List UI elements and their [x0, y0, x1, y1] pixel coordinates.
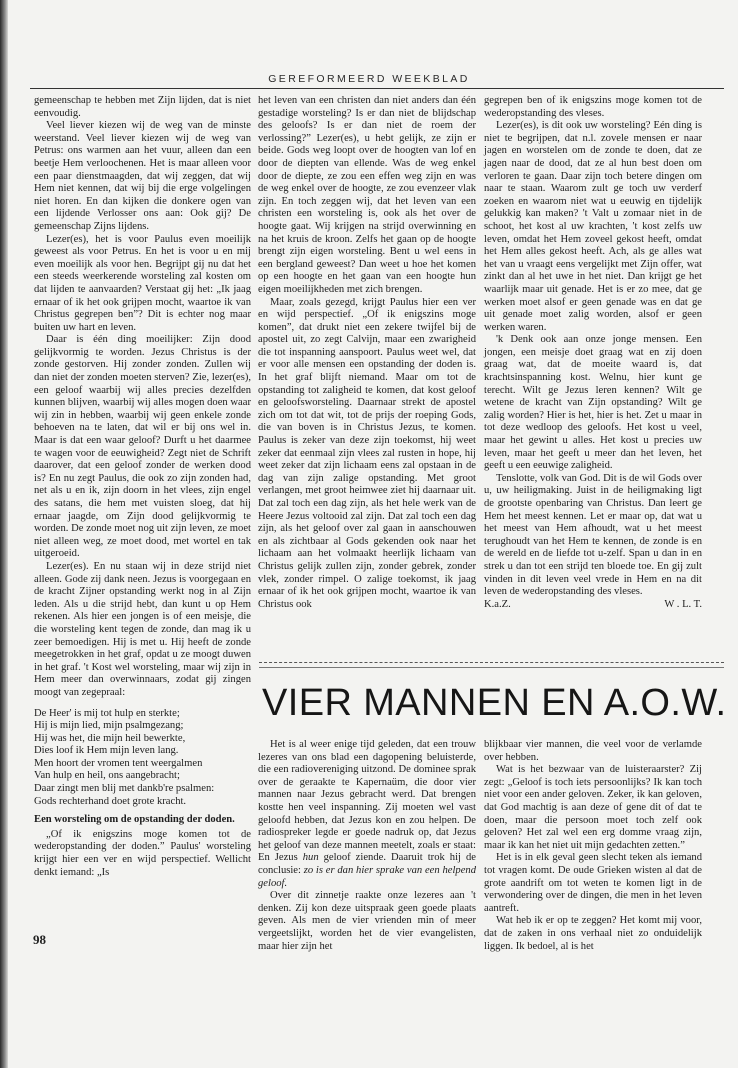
verse-line: De Heer' is mij tot hulp en sterkte;	[34, 707, 180, 719]
binding-edge-shadow	[0, 0, 8, 1068]
paragraph: Lezer(es), het is voor Paulus even moeilijk geweest als voor Petrus. En het is voor u en mij even moeilijk als voor hen. Begrijpt gij nu dat het een steeds weerkerende worsteling zal kosten om dat lijden te aanvaarden? Verstaat gij het: „Ik jaag ernaar of ik het ook grijpen mocht, waartoe ik van Christus gegrepen ben”? Dit is echter nog maar buiten uw hart en leven.	[34, 233, 251, 333]
verse-line: Hij was het, die mijn heil bewerkte,	[34, 732, 186, 744]
verse-line: Gods rechterhand doet grote kracht.	[34, 795, 187, 807]
paragraph: Over dit zinnetje raakte onze lezeres aan 't denken. Zij kon deze uitspraak geen goede plaats geven. Als men de vier vrienden min of meer vergeetslijkt, worden het de vier evangelisten, maar hier zijn het	[258, 890, 476, 952]
paragraph: Het is in elk geval geen slecht teken als iemand tot vragen komt. De oude Grieken wisten al dat de grote aandrift om tot weten te komen ligt in de verwondering over de dingen, die men in het leven aantreft.	[484, 852, 702, 914]
verse-line: Men hoort der vromen tent weergalmen	[34, 757, 203, 769]
verse-line: Van hulp en heil, ons aangebracht;	[34, 770, 180, 782]
article2-column-2	[484, 739, 702, 952]
paragraph: Lezer(es). En nu staan wij in deze strijd niet alleen. Gode zij dank neen. Jezus is voorgegaan en de kracht Zijner opstanding werkt nog in al Zijn leden. Als u die strijd hebt, dan kunt u op Hem rekenen. Als hier een jongen is of een meisje, die die worsteling kent tegen de zonde, dan mag ik u zeer bemoedigen. Hij is met u. Hij heeft de zonde meegetrokken in het graf, opdat u ze moogt duwen in het graf. 't Kost wel worsteling, maar wij zijn in Hem meer dan overwinnaars, zodat gij zingen moogt van zegepraal:	[34, 560, 251, 698]
paragraph: gemeenschap te hebben met Zijn lijden, dat is niet eenvoudig.	[34, 95, 251, 119]
paragraph: Wat heb ik er op te zeggen? Het komt mij voor, dat de zaken in ons verhaal niet zo onduidelijk liggen. Ik bedoel, al is het	[484, 915, 702, 952]
article-divider	[259, 662, 724, 668]
verse-line: Dies loof ik Hem mijn leven lang.	[34, 745, 179, 757]
paragraph: 'k Denk ook aan onze jonge mensen. Een jongen, een meisje doet graag wat en zij doen graag wat, dat de moeite waard is, dat krachtsinspanning kost. Welnu, hier kunt ge terecht. Wilt ge Jezus leren kennen? Wilt ge wetene de kracht van Zijn opstanding? Wilt ge zalig worden? Hier is het, hier is het. Zet u maar in tot deze wedloop des geloofs. Het kost u veel, maar het gewint u alles. Het kost u precies uw leven, maar het geeft u meer dan het leven, het geeft u een eeuwige zaligheid.	[484, 334, 702, 472]
paragraph: Maar, zoals gezegd, krijgt Paulus hier een ver en wijd perspectief. „Of ik enigszins moge komen”, dat drukt niet een zekere twijfel bij de apostel uit, zo zegt Calvijn, maar een zwarigheid die tot inspanning aanspoort. Paulus weet wel, dat er voor alle mensen een opstanding der doden is. In het graf blijft niemand. Maar om tot de opstanding tot zaligheid te komen, dat kost geloof en geloofsworsteling. Daarnaar strekt de apostel zich om tot dat wit, tot de prijs der roeping Gods, die van boven is in Christus Jezus, te komen. Paulus is zeker van deze zijn toekomst, hij weet zeker dat eenmaal zijn vlees zal rusten in hope, hij weet zeker dat zijn lichaam eens zal opstaan in de dag van zijn zalige opstanding. Met groot verlangen, met groot heimwee ziet hij daarnaar uit. Dat zal toch een dag zijn, als het hele werk van de Heere Jezus voltooid zal zijn. Dat zal toch een dag zijn, als het geloof over zal gaan in aanschouwen en als zichtbaar al Gods gekenden ook naar het lichaam aan het volmaakt heerlijk lichaam van Christus gelijk zullen zijn, zonder gebrek, zonder vlek, zonder rimpel. O zalige toekomst, ik jaag ernaar of ik het ook grijpen mocht, waartoe ik van Christus ook	[258, 296, 476, 610]
paragraph	[258, 739, 476, 890]
section-heading: Een worsteling om de opstanding der doden.	[34, 814, 235, 826]
signature-left: K.a.Z.	[484, 598, 511, 610]
verse-line: Hij is mijn lied, mijn psalmgezang;	[34, 720, 184, 732]
paragraph: het leven van een christen dan niet anders dan één gestadige worsteling? Is er dan niet de blijdschap des geloofs? Is er dan niet de roem der verlossing?” Lezer(es), u hebt gelijk, ze zijn er beide. Gods weg loopt over de hoogten van lof en door de diepten van ellende. Was de weg enkel door de diepte, ze zou een effen weg zijn en was de weg enkel over de hoogte, ze zou evenzeer vlak zijn. En toch zeggen wij, dat het leven van een christen een worsteling is, ook als het over de hoogte gaat. Wij krijgen na strijd overwinning en na het kruis de kroon. Zelfs het gaan op de hoogte brengt zijn eigen worsteling. Bent u wel eens in een bergland geweest? Dan weet u hoe het komen op een hoogte en het gaan van een hoogte hun eigen moeilijkheden met zich brengen.	[258, 95, 476, 295]
paragraph: „Of ik enigszins moge komen tot de wederopstanding der doden.” Paulus' worsteling krijgt hier een ver en wijd perspectief. Wellicht denkt iemand: „Is	[34, 828, 251, 878]
paragraph: blijkbaar vier mannen, die veel voor de verlamde over hebben.	[484, 739, 702, 763]
paragraph: Tenslotte, volk van God. Dit is de wil Gods over u, uw heiligmaking. Juist in de heiligmaking ligt de grootste openbaring van Christus. Dan leert ge Hem het meest kennen. Let er maar op, dat wat u het meest van Hem afhoudt, wat u het meest terughoudt van het Hem te kennen, de zonde is en de wereld en de liefde tot u-zelf. Span u dan in en strek u dan tot een strijd ten bloede toe. En gij zult vinden in dit leven veel vrede in Hem en na dit leven de wederopstanding des vleses.	[484, 472, 702, 598]
text-run: Het is al weer enige tijd geleden, dat een trouw lezeres van ons blad een dagopening beluisterde, die een radiovereniging uitzond. De dominee sprak over de geraakte te Kapernaüm, die door vier mannen naar Jezus gebracht werd. Dat brengen kostte hen veel inspanning. Zij moeten wel vast geloofd hebben, dat Jezus kon en zou helpen. De radiospreker legde er goede nadruk op, dat Jezus het geloof van deze mannen meetelt, zoals er staat: En Jezus	[258, 739, 476, 864]
running-head: GEREFORMEERD WEEKBLAD	[268, 73, 470, 85]
column-1	[34, 95, 251, 933]
article-title: VIER MANNEN EN A.O.W.	[262, 682, 727, 724]
emphasis: zo is er dan hier sprake van een helpend geloof.	[258, 864, 476, 889]
paragraph: Veel liever kiezen wij de weg van de minste weerstand. Veel liever kiezen wij de weg van Petrus: ons warmen aan het vuur, alleen dan een beetje Hem verloochenen. Het is maar alleen voor een paar dienstmaagden, dat wij zeggen, dat wij Hem niet kennen, dat wij bij die erge volgelingen niet horen. En dan kijken die donkere ogen van een lijdende Verlosser ons aan: Ook gij? De gemeenschap Zijns lijdens.	[34, 120, 251, 232]
author-signature	[484, 599, 702, 612]
column-2	[258, 95, 476, 648]
text-run: geloof ziende. Daaruit trok hij de conclusie:	[258, 852, 476, 876]
emphasis: hun	[302, 852, 319, 864]
column-3	[484, 95, 702, 660]
page-number: 98	[33, 932, 46, 947]
paragraph: Wat is het bezwaar van de luisteraarster? Zij zegt: „Geloof is toch iets persoonlijks? Ik kan toch niet voor een ander geloven. Zeker, ik kan geloven, dat God machtig is aan deze of gene dit of dat te doen, maar die persoon moet toch zelf ook geloven? Het zal wel een erg domme vraag zijn, maar ik kan het niet uit mijn gedachten zetten.”	[484, 764, 702, 851]
verse-line: Daar zingt men blij met dankb're psalmen:	[34, 783, 215, 795]
header-rule	[30, 88, 724, 89]
signature-right: W . L. T.	[664, 598, 702, 610]
paragraph: Lezer(es), is dit ook uw worsteling? Eén ding is niet te begrijpen, dat n.l. zovele mensen er naar jagen en worstelen om de zonde te doen, dat ze jagen naar de dood, dat ze al hun best doen om verloren te gaan. Daar zijn toch betere dingen om naar te staan. Waarom zult ge toch uw verderf zoeken en waarom niet wat u eeuwig en tijdelijk gelukkig kan maken? 't Valt u zomaar niet in de schoot, het kost al uw krachten, 't kost zelfs uw leven, omdat het Hem zoveel gekost heeft, omdat het Hem alles gekost heeft. Ach, als ge alles wat het van u vraagt eens vergelijkt met Zijn offer, wat zinkt dan al het uwe in het niet. Dan krijgt ge het waarlijk maar uit genade. Het is er zo mee, dat ge werken moet alsof er geen genade was en dat ge uit genade moet zalig worden, alsof er geen werken waren.	[484, 120, 702, 333]
paragraph: gegrepen ben of ik enigszins moge komen tot de wederopstanding des vleses.	[484, 95, 702, 119]
paragraph: Daar is één ding moeilijker: Zijn dood gelijkvormig te worden. Jezus Christus is der zonde gestorven. Hij zonder zonden. Zullen wij dan niet der zonden moeten sterven? Zie, lezer(es), een geloof waarbij wij alles precies dezelfden kunnen blijven, waarbij wij alles mogen doen waar wij zin in hebben, waarbij wij geen enkele zonde behoeven na te laten, dat wil er bij ons wel in. Maar is dat een waar geloof? Durft u het daarmee te wagen voor de eeuwigheid? Zegt niet de Schrift daarover, dat een geloof zonder de werken dood is? En nu zegt Paulus, die ook zo zijn zonden had, net als u en ik, zijn doorn in het vlees, zijn engel des satans, die hem met vuisten sloeg, dat hij ernaar jaagde, om Zijn dood gelijkvormig te worden. De zonde moet nog uit zijn leven, ze moet niet alleen weg, ze moet dood, met wortel en tak uitgeroeid.	[34, 334, 251, 560]
psalm-verse	[34, 708, 251, 809]
article2-column-1	[258, 739, 476, 952]
